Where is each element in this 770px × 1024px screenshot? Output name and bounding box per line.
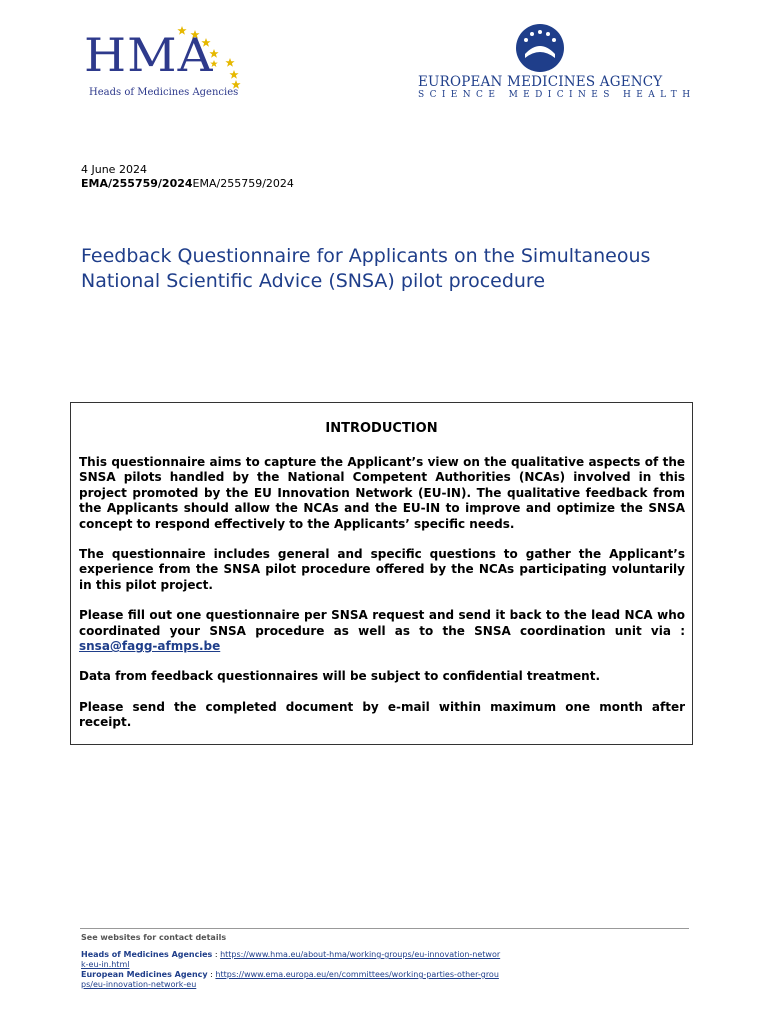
- document-title: Feedback Questionnaire for Applicants on the Simultaneous National Scientific Advice (SNSA) pilot procedure: [81, 245, 651, 292]
- footer-see-websites: See websites for contact details: [81, 933, 227, 942]
- ema-tagline: SCIENCE MEDICINES HEALTH: [418, 90, 696, 100]
- hma-logo: [84, 24, 254, 104]
- ema-emblem-icon: [514, 24, 566, 76]
- footer-hma-link[interactable]: https://www.hma.eu/about-hma/working-groups/eu-innovation-network-eu-in.html: [81, 950, 501, 969]
- intro-paragraph-3-text: Please fill out one questionnaire per SNSA request and send it back to the lead NCA who coordinated your SNSA procedure as well as to the SNSA coordination unit via :: [79, 608, 685, 638]
- introduction-body: [79, 455, 685, 746]
- introduction-box: [70, 402, 693, 745]
- hma-subtitle: Heads of Medicines Agencies: [89, 87, 239, 98]
- footer-hma-label: Heads of Medicines Agencies: [81, 950, 213, 959]
- ema-name: EUROPEAN MEDICINES AGENCY: [418, 74, 663, 90]
- intro-paragraph-3: [79, 608, 685, 654]
- intro-paragraph-2: The questionnaire includes general and specific questions to gather the Applicant’s experience from the SNSA pilot procedure offered by the NCAs participating voluntarily in this pilot project.: [79, 547, 685, 592]
- footer: [81, 933, 501, 990]
- footer-ema-label: European Medicines Agency: [81, 970, 208, 979]
- footer-ema-link[interactable]: https://www.ema.europa.eu/en/committees/working-parties-other-groups/eu-innovation-network-eu: [81, 970, 499, 989]
- document-reference: [81, 177, 294, 191]
- document-meta: [81, 163, 294, 191]
- footer-hma-line: [81, 950, 501, 970]
- footer-ema-separator: :: [207, 970, 216, 979]
- reference-bold: EMA/255759/2024: [81, 177, 193, 190]
- hma-wordmark: HMA: [84, 28, 214, 82]
- introduction-heading: INTRODUCTION: [325, 421, 438, 436]
- intro-paragraph-1: This questionnaire aims to capture the Applicant’s view on the qualitative aspects of the SNSA pilots handled by the National Competent Authorities (NCAs) involved in this project promoted by the EU Innovation Network (EU-IN). The qualitative feedback from the Applicants should allow the NCAs and the EU-IN to improve and optimize the SNSA concept to respond effectively to the Applicants’ specific needs.: [79, 455, 685, 531]
- footer-hma-separator: :: [212, 950, 221, 959]
- intro-paragraph-5: Please send the completed document by e-mail within maximum one month after receipt.: [79, 699, 685, 730]
- footer-divider: [80, 928, 689, 929]
- footer-ema-line: [81, 970, 501, 990]
- intro-paragraph-4: Data from feedback questionnaires will be subject to confidential treatment.: [79, 669, 600, 684]
- reference-plain: EMA/255759/2024: [192, 177, 294, 190]
- snsa-email-link[interactable]: snsa@fagg-afmps.be: [79, 639, 221, 654]
- ema-logo: [414, 24, 696, 104]
- document-date: 4 June 2024: [81, 163, 147, 176]
